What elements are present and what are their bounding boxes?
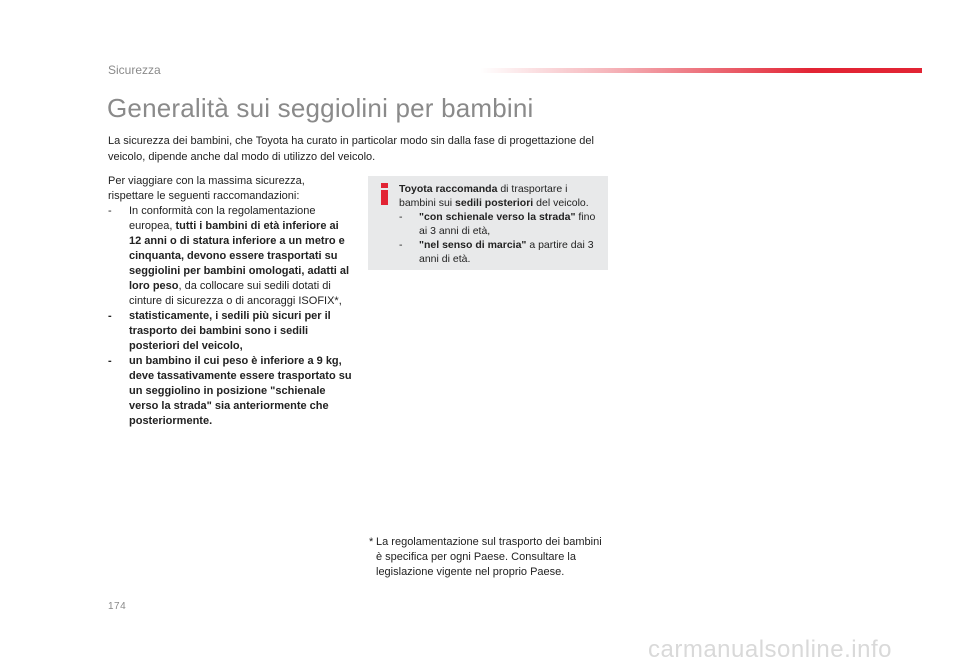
info-text-run: del veicolo. bbox=[533, 197, 589, 209]
item-text: , da collocare sui sedili dotati di cinture di sicurezza o di ancoraggi ISOFIX*, bbox=[129, 280, 342, 307]
item-text: In conformità con la regolamentazione europea, bbox=[129, 205, 316, 232]
list-dash: - bbox=[399, 239, 403, 251]
recommendations-lead: Per viaggiare con la massima sicurezza, rispettare le seguenti raccomandazioni: bbox=[108, 175, 305, 202]
info-paragraph bbox=[399, 182, 604, 210]
info-bold-text: "con schienale verso la strada" bbox=[419, 211, 576, 223]
item-bold-text: tutti i bambini di età inferiore ai 12 anni o di statura inferiore a un metro e cinquanta, devono essere trasportati su seggiolini per bambini omologati, adatti al loro peso bbox=[129, 220, 350, 292]
info-text-run: fino ai 3 anni di età, bbox=[419, 211, 596, 237]
info-box bbox=[368, 176, 608, 270]
info-text-run: a partire dai 3 anni di età. bbox=[419, 239, 594, 265]
footnote-mark: * bbox=[369, 536, 374, 548]
section-label: Sicurezza bbox=[108, 63, 161, 77]
info-bold-text: "nel senso di marcia" bbox=[419, 239, 527, 251]
info-text bbox=[399, 182, 604, 266]
info-bold-text: sedili posteriori bbox=[455, 197, 534, 209]
list-dash: - bbox=[108, 355, 112, 367]
footnote-text: La regolamentazione sul trasporto dei bambini è specifica per ogni Paese. Consultare la legislazione vigente nel proprio Paese. bbox=[376, 536, 602, 578]
info-bold-text: Toyota raccomanda bbox=[399, 183, 498, 195]
item-bold-text: un bambino il cui peso è inferiore a 9 kg, deve tassativamente essere trasportato su un seggiolino in posizione "schienale verso la strada" sia anteriormente che posteriormente. bbox=[129, 355, 352, 427]
recommendation-item bbox=[108, 354, 353, 429]
page-title: Generalità sui seggiolini per bambini bbox=[107, 93, 534, 123]
recommendations-column bbox=[108, 174, 353, 429]
item-bold-text: statisticamente, i sedili più sicuri per il trasporto dei bambini sono i sedili posteriori del veicolo, bbox=[129, 310, 331, 352]
intro-paragraph: La sicurezza dei bambini, che Toyota ha curato in particolar modo sin dalla fase di progettazione del veicolo, dipende anche dal modo di utilizzo del veicolo. bbox=[108, 135, 594, 163]
info-icon bbox=[376, 182, 396, 206]
recommendation-item bbox=[108, 309, 353, 354]
section-accent-bar bbox=[480, 68, 922, 73]
info-list-item bbox=[399, 238, 604, 266]
info-text-run: di trasportare i bambini sui bbox=[399, 183, 568, 209]
list-dash: - bbox=[108, 310, 112, 322]
info-list-item bbox=[399, 210, 604, 238]
list-dash: - bbox=[108, 205, 112, 217]
page-number: 174 bbox=[108, 601, 127, 612]
recommendation-item bbox=[108, 204, 353, 309]
list-dash: - bbox=[399, 211, 403, 223]
footnote bbox=[369, 535, 609, 580]
watermark: carmanualsonline.info bbox=[648, 636, 892, 663]
